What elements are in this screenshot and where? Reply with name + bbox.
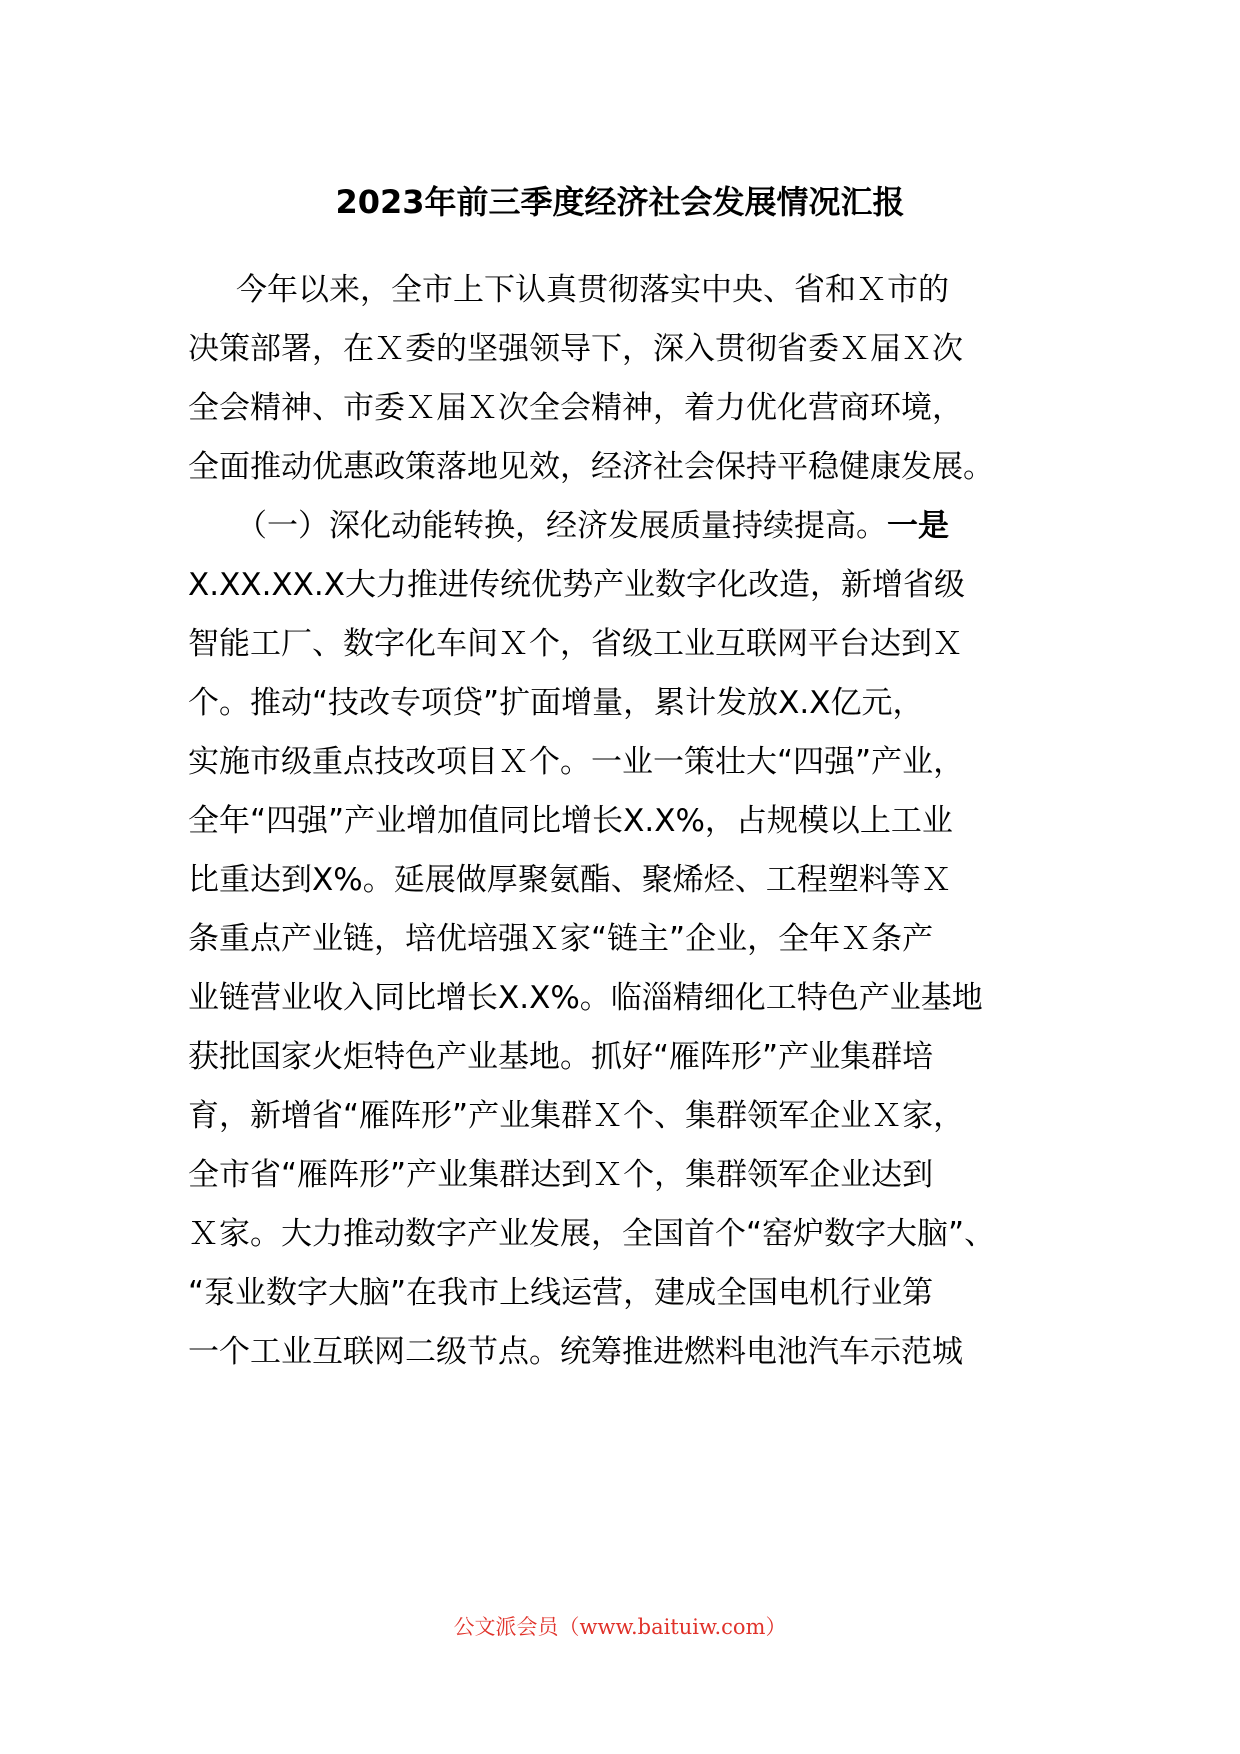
section-heading-line [236,504,949,548]
section-heading: （一）深化动能转换，经济发展质量持续提高。 [236,508,887,544]
body-line: 业链营业收入同比增长X.X%。临淄精细化工特色产业基地 [188,980,983,1016]
body-line: 全市省“雁阵形”产业集群达到Ｘ个，集群领军企业达到 [188,1157,934,1193]
body-line: Ｘ家。大力推动数字产业发展，全国首个“窑炉数字大脑”、 [188,1216,996,1252]
body-line: “泵业数字大脑”在我市上线运营，建成全国电机行业第 [188,1275,934,1311]
body-line: 条重点产业链，培优培强Ｘ家“链主”企业，全年Ｘ条产 [188,921,934,957]
bold-lead: 一是 [887,508,949,544]
body-line: X.XX.XX.X大力推进传统优势产业数字化改造，新增省级 [188,567,965,603]
body-line: 决策部署，在Ｘ委的坚强领导下，深入贯彻省委Ｘ届Ｘ次 [188,331,963,367]
body-line: 全年“四强”产业增加值同比增长X.X%，占规模以上工业 [188,803,953,839]
body-line: 一个工业互联网二级节点。统筹推进燃料电池汽车示范城 [188,1334,963,1370]
body-line: 育，新增省“雁阵形”产业集群Ｘ个、集群领军企业Ｘ家， [188,1098,965,1134]
body-line: 今年以来，全市上下认真贯彻落实中央、省和Ｘ市的 [236,272,949,308]
body-line: 全会精神、市委Ｘ届Ｘ次全会精神，着力优化营商环境， [188,390,963,426]
body-line: 实施市级重点技改项目Ｘ个。一业一策壮大“四强”产业， [188,744,965,780]
body-line: 个。推动“技改专项贷”扩面增量，累计发放X.X亿元， [188,685,924,721]
footer-watermark: 公文派会员（www.baituiw.com） [453,1615,787,1639]
body-line: 智能工厂、数字化车间Ｘ个，省级工业互联网平台达到Ｘ [188,626,963,662]
body-line: 获批国家火炬特色产业基地。抓好“雁阵形”产业集群培 [188,1039,934,1075]
document-title: 2023年前三季度经济社会发展情况汇报 [335,183,905,221]
body-line: 全面推动优惠政策落地见效，经济社会保持平稳健康发展。 [188,449,994,485]
body-line: 比重达到X%。延展做厚聚氨酯、聚烯烃、工程塑料等Ｘ [188,862,952,898]
